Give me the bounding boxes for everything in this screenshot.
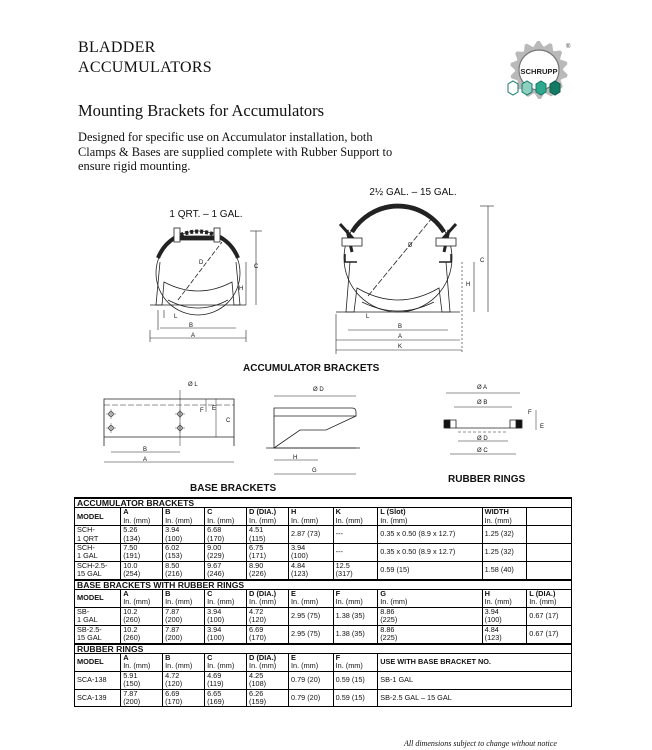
column-name: H (291, 507, 297, 517)
model-cell: SCA-138 (75, 671, 121, 689)
accumulator-section-title: ACCUMULATOR BRACKETS (75, 498, 572, 508)
base-section-title-row (75, 580, 572, 590)
value-cell: 0.59 (15) (378, 561, 482, 579)
value-cell: 1.25 (32) (482, 544, 527, 562)
column-unit: In. (mm) (380, 515, 408, 525)
accumulator-header-7 (378, 508, 482, 526)
value-cell: 1.25 (32) (482, 526, 527, 544)
accumulator-section-title-row (75, 498, 572, 508)
base-header-5 (289, 590, 334, 608)
accumulator-header-5 (289, 508, 334, 526)
column-name: E (291, 589, 296, 599)
dim-label-a-small: A (191, 333, 196, 339)
table-row (75, 625, 572, 643)
column-unit: In. (mm) (529, 597, 557, 607)
section-subtitle: Mounting Brackets for Accumulators (78, 101, 325, 120)
dim-label-phib: Ø B (477, 400, 488, 406)
dim-label-f-ring: F (528, 410, 532, 416)
value-cell: 10.2 (260) (121, 607, 163, 625)
dim-label-phil: Ø L (188, 382, 198, 388)
dim-label-a-base: A (143, 457, 148, 463)
column-name: G (380, 589, 386, 599)
column-name: A (123, 652, 129, 662)
column-name: WIDTH (484, 507, 509, 517)
base-header-8 (482, 590, 527, 608)
column-unit: In. (mm) (249, 661, 277, 671)
table-row (75, 689, 572, 707)
value-cell: 6.69 (170) (247, 625, 289, 643)
value-cell: 9.00 (229) (205, 544, 247, 562)
column-name: D (DIA.) (249, 507, 277, 517)
column-unit: In. (mm) (123, 515, 151, 525)
dim-label-c-base: C (226, 418, 231, 424)
column-unit: In. (mm) (484, 515, 512, 525)
value-cell: 4.72 (120) (247, 607, 289, 625)
dim-label-h-base: H (293, 455, 298, 461)
rubber-header-6 (333, 653, 378, 671)
dim-label-h-large: H (466, 282, 471, 288)
column-name: F (335, 589, 341, 599)
column-unit: In. (mm) (207, 661, 235, 671)
value-cell: 4.25 (108) (247, 671, 289, 689)
table-row (75, 671, 572, 689)
column-unit: In. (mm) (484, 597, 512, 607)
model-cell: SB-2.5- 15 GAL (75, 625, 121, 643)
rubber-header-5 (289, 653, 334, 671)
small-bracket-label: 1 QRT. – 1 GAL. (169, 209, 243, 220)
value-cell: 10.2 (260) (121, 625, 163, 643)
model-cell: SCA-139 (75, 689, 121, 707)
base-header-1 (121, 590, 163, 608)
column-name: C (207, 652, 213, 662)
value-cell: 1.38 (35) (333, 607, 378, 625)
rubber-ring-drawing (444, 385, 544, 454)
column-name: L (Slot) (380, 507, 406, 517)
value-cell: 0.79 (20) (289, 689, 334, 707)
column-unit: In. (mm) (291, 661, 319, 671)
value-cell: 7.50 (191) (121, 544, 163, 562)
base-header-3 (205, 590, 247, 608)
accumulator-brackets-caption: ACCUMULATOR BRACKETS (243, 363, 380, 374)
column-name: C (207, 507, 213, 517)
footnote: All dimensions subject to change without notice (404, 739, 557, 748)
specifications-table-body (75, 498, 572, 707)
table-row (75, 607, 572, 625)
value-cell: 9.67 (246) (205, 561, 247, 579)
table-row (75, 561, 572, 579)
use-with-cell: SB-1 GAL (378, 671, 572, 689)
large-accumulator-bracket-drawing (336, 187, 494, 354)
value-cell: 0.59 (15) (333, 689, 378, 707)
dim-label-phic: Ø C (477, 448, 488, 454)
dim-label-l-large: L (366, 314, 370, 320)
column-name: D (DIA.) (249, 652, 277, 662)
value-cell: 3.94 (100) (289, 544, 334, 562)
value-cell: 4.51 (115) (247, 526, 289, 544)
rubber-rings-caption: RUBBER RINGS (448, 474, 526, 485)
column-unit: In. (mm) (249, 597, 277, 607)
dim-label-phid-ring: Ø D (477, 436, 488, 442)
use-with-cell: SB-2.5 GAL – 15 GAL (378, 689, 572, 707)
base-section-title: BASE BRACKETS WITH RUBBER RINGS (75, 580, 572, 590)
column-name: B (165, 652, 171, 662)
base-bracket-side-view (266, 387, 360, 474)
title-line-2: ACCUMULATORS (78, 59, 212, 76)
value-cell: 8.90 (226) (247, 561, 289, 579)
value-cell: 2.87 (73) (289, 526, 334, 544)
column-unit: In. (mm) (165, 661, 193, 671)
value-cell: 0.67 (17) (527, 607, 572, 625)
value-cell: 6.65 (169) (205, 689, 247, 707)
empty-cell (527, 561, 572, 579)
dim-label-b-base: B (143, 447, 148, 453)
column-name: MODEL (77, 657, 104, 667)
base-header-9 (527, 590, 572, 608)
specifications-table (74, 497, 572, 707)
dim-label-b-small: B (189, 323, 194, 329)
value-cell: 7.87 (200) (121, 689, 163, 707)
description-paragraph: Designed for specific use on Accumulator installation, both Clamps & Bases are supplied complete with Rubber Support to ensure rigid mounting. (78, 130, 393, 174)
value-cell: 5.91 (150) (121, 671, 163, 689)
column-name: H (484, 589, 490, 599)
model-cell: SCH- 1 GAL (75, 544, 121, 562)
value-cell: 7.87 (200) (163, 607, 205, 625)
dim-label-k-large: K (398, 344, 403, 350)
value-cell: 3.94 (100) (205, 625, 247, 643)
base-bracket-top-view (104, 382, 234, 463)
column-unit: In. (mm) (335, 515, 363, 525)
dim-label-l-small: L (174, 314, 178, 320)
column-name: D (DIA.) (249, 589, 277, 599)
column-name: F (335, 652, 341, 662)
table-row (75, 544, 572, 562)
column-unit: In. (mm) (207, 597, 235, 607)
rubber-header-4 (247, 653, 289, 671)
column-name: MODEL (77, 511, 104, 521)
value-cell: 8.86 (225) (378, 607, 482, 625)
value-cell: 6.02 (153) (163, 544, 205, 562)
value-cell: 1.38 (35) (333, 625, 378, 643)
accumulator-header-4 (247, 508, 289, 526)
table-row (75, 526, 572, 544)
title-line-1: BLADDER (78, 39, 156, 56)
value-cell: 3.94 (100) (163, 526, 205, 544)
value-cell: 6.26 (159) (247, 689, 289, 707)
column-unit: In. (mm) (207, 515, 235, 525)
rubber-section-title-row (75, 644, 572, 654)
value-cell: 0.67 (17) (527, 625, 572, 643)
value-cell: 10.0 (254) (121, 561, 163, 579)
value-cell: 4.72 (120) (163, 671, 205, 689)
dim-label-f-base: F (200, 408, 204, 414)
mounting-hole-icons (106, 409, 185, 433)
dim-label-c-large: C (480, 258, 485, 264)
dim-label-b-large: B (398, 324, 403, 330)
empty-cell (527, 544, 572, 562)
base-header-7 (378, 590, 482, 608)
dim-label-c-small: C (254, 264, 259, 270)
dim-label-e-base: E (212, 406, 217, 412)
column-unit: In. (mm) (123, 661, 151, 671)
base-header-2 (163, 590, 205, 608)
dim-label-g-base: G (312, 468, 317, 474)
accumulator-header-1 (121, 508, 163, 526)
value-cell: 2.95 (75) (289, 625, 334, 643)
dim-label-h-small: H (239, 286, 244, 292)
large-bracket-label: 2½ GAL. – 15 GAL. (369, 187, 457, 198)
empty-cell (527, 526, 572, 544)
value-cell: --- (333, 544, 378, 562)
column-unit: In. (mm) (249, 515, 277, 525)
base-header-row (75, 590, 572, 608)
registered-mark: ® (566, 44, 571, 50)
value-cell: 8.86 (225) (378, 625, 482, 643)
accumulator-header-2 (163, 508, 205, 526)
column-name: B (165, 507, 171, 517)
rubber-header-3 (205, 653, 247, 671)
value-cell: 7.87 (200) (163, 625, 205, 643)
accumulator-header-8 (482, 508, 527, 526)
rubber-header-row (75, 653, 572, 671)
value-cell: 6.68 (170) (205, 526, 247, 544)
dim-label-phid-base: Ø D (313, 387, 324, 393)
column-unit: In. (mm) (335, 661, 363, 671)
rubber-header-2 (163, 653, 205, 671)
column-name: B (165, 589, 171, 599)
value-cell: 0.79 (20) (289, 671, 334, 689)
accumulator-header-0 (75, 508, 121, 526)
column-name: A (123, 507, 129, 517)
column-unit: In. (mm) (165, 597, 193, 607)
value-cell: 4.69 (119) (205, 671, 247, 689)
accumulator-header-row (75, 508, 572, 526)
base-header-4 (247, 590, 289, 608)
column-name: A (123, 589, 129, 599)
base-header-0 (75, 590, 121, 608)
rubber-section-title: RUBBER RINGS (75, 644, 572, 654)
accumulator-pad (527, 508, 572, 526)
column-unit: In. (mm) (123, 597, 151, 607)
value-cell: 2.95 (75) (289, 607, 334, 625)
column-unit: In. (mm) (380, 597, 408, 607)
accumulator-header-6 (333, 508, 378, 526)
value-cell: 0.59 (15) (333, 671, 378, 689)
column-name: L (DIA.) (529, 589, 556, 599)
dim-label-d-small: D (199, 260, 204, 266)
dim-label-d-large: D (408, 243, 413, 249)
base-header-6 (333, 590, 378, 608)
column-unit: In. (mm) (165, 515, 193, 525)
rubber-header-1 (121, 653, 163, 671)
column-name: MODEL (77, 593, 104, 603)
value-cell: 3.94 (100) (205, 607, 247, 625)
model-cell: SCH-2.5- 15 GAL (75, 561, 121, 579)
dim-label-phia: Ø A (477, 385, 488, 391)
rubber-header-0 (75, 653, 121, 671)
column-unit: In. (mm) (335, 597, 363, 607)
column-name: E (291, 652, 296, 662)
small-accumulator-bracket-drawing (150, 209, 262, 342)
value-cell: 8.50 (216) (163, 561, 205, 579)
dim-label-a-large: A (398, 334, 403, 340)
logo-text: SCHRUPP (520, 67, 558, 76)
value-cell: 1.58 (40) (482, 561, 527, 579)
column-name: C (207, 589, 213, 599)
value-cell: 6.75 (171) (247, 544, 289, 562)
value-cell: 0.35 x 0.50 (8.9 x 12.7) (378, 526, 482, 544)
value-cell: 3.94 (100) (482, 607, 527, 625)
base-brackets-caption: BASE BRACKETS (190, 483, 277, 494)
value-cell: 0.35 x 0.50 (8.9 x 12.7) (378, 544, 482, 562)
column-unit: In. (mm) (291, 515, 319, 525)
value-cell: 4.84 (123) (289, 561, 334, 579)
value-cell: 4.84 (123) (482, 625, 527, 643)
value-cell: 5.26 (134) (121, 526, 163, 544)
column-unit: In. (mm) (291, 597, 319, 607)
model-cell: SB- 1 GAL (75, 607, 121, 625)
dim-label-e-ring: E (540, 424, 545, 430)
model-cell: SCH- 1 QRT (75, 526, 121, 544)
value-cell: 6.69 (170) (163, 689, 205, 707)
value-cell: 12.5 (317) (333, 561, 378, 579)
value-cell: --- (333, 526, 378, 544)
accumulator-header-3 (205, 508, 247, 526)
column-name: K (335, 507, 341, 517)
rubber-use-header: USE WITH BASE BRACKET NO. (378, 653, 572, 671)
